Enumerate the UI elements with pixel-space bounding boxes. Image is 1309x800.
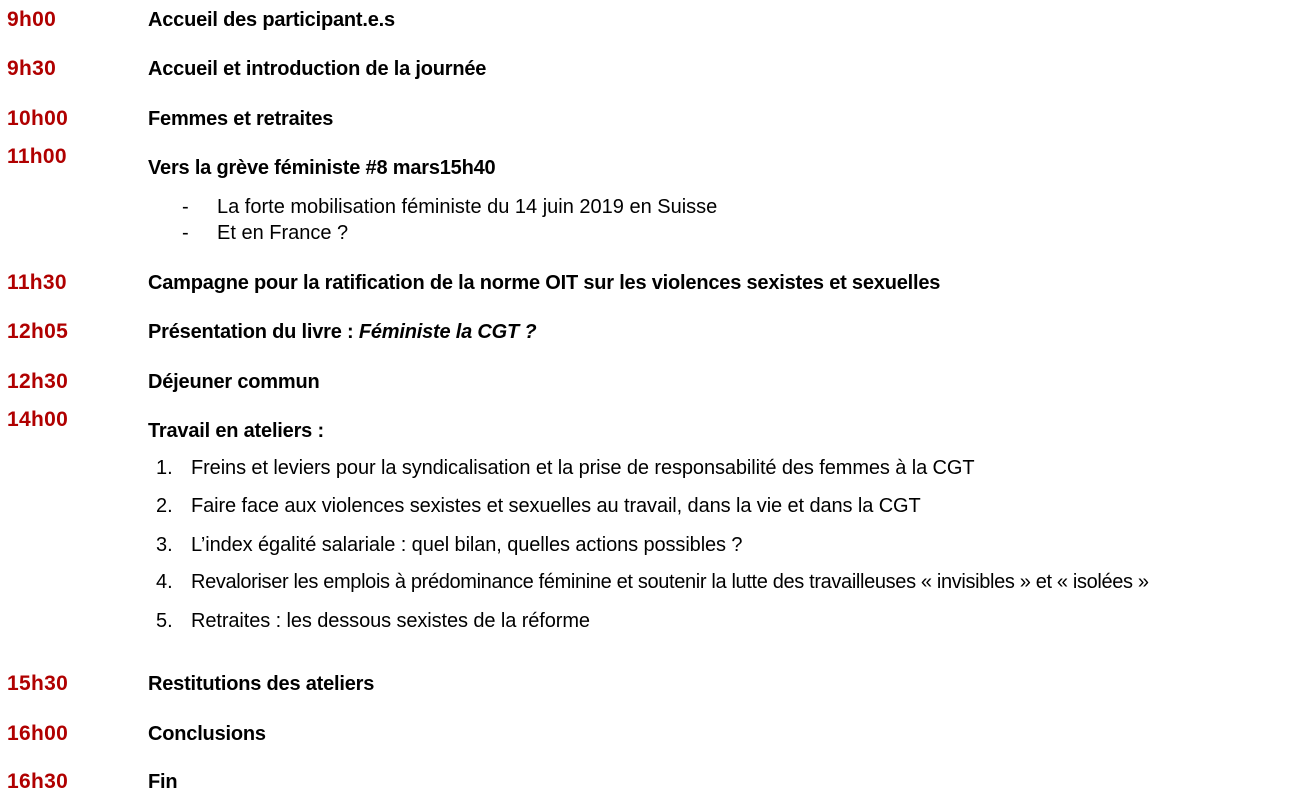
workshop-item: Revaloriser les emplois à prédominance féminine et soutenir la lutte des travailleuses « invisibles » et « isolées » [191, 571, 1149, 593]
schedule-time: 10h00 [7, 107, 69, 130]
schedule-title: Conclusions [148, 723, 266, 745]
schedule-time: 16h00 [7, 722, 69, 745]
schedule-time: 11h30 [7, 271, 67, 294]
schedule-title: Fin [148, 771, 178, 793]
schedule-title: Accueil et introduction de la journée [148, 58, 487, 80]
schedule-time: 9h30 [7, 57, 57, 80]
schedule-title: Travail en ateliers : [148, 420, 324, 442]
bullet-item: Et en France ? [217, 222, 349, 244]
book-title: Féministe la CGT ? [358, 321, 537, 343]
workshop-number: 4. [156, 571, 173, 593]
bullet-marker: - [182, 222, 189, 244]
schedule-title-prefix: Présentation du livre : [148, 321, 359, 343]
schedule-time: 12h05 [7, 320, 69, 343]
bullet-marker: - [182, 196, 189, 218]
schedule-time: 15h30 [7, 672, 69, 695]
workshop-number: 2. [156, 495, 173, 517]
schedule-time: 9h00 [7, 8, 57, 31]
workshop-item: Faire face aux violences sexistes et sexuelles au travail, dans la vie et dans la CGT [191, 495, 921, 517]
schedule-title: Restitutions des ateliers [148, 673, 375, 695]
workshop-item: Freins et leviers pour la syndicalisation et la prise de responsabilité des femmes à la CGT [191, 457, 975, 479]
schedule-title: Accueil des participant.e.s [148, 9, 395, 31]
schedule-title [148, 320, 536, 344]
schedule-time: 16h30 [7, 770, 69, 793]
schedule-time: 14h00 [7, 408, 69, 431]
schedule-time: 12h30 [7, 370, 69, 393]
schedule-title: Déjeuner commun [148, 371, 320, 393]
workshop-item: L’index égalité salariale : quel bilan, quelles actions possibles ? [191, 534, 743, 556]
schedule-title: Femmes et retraites [148, 108, 334, 130]
workshop-number: 5. [156, 610, 173, 632]
schedule-time: 11h00 [7, 145, 67, 168]
workshop-number: 1. [156, 457, 173, 479]
workshop-item: Retraites : les dessous sexistes de la réforme [191, 610, 590, 632]
schedule-title: Vers la grève féministe #8 mars15h40 [148, 157, 496, 179]
schedule-title: Campagne pour la ratification de la norme OIT sur les violences sexistes et sexuelles [148, 272, 941, 294]
bullet-item: La forte mobilisation féministe du 14 juin 2019 en Suisse [217, 196, 718, 218]
workshop-number: 3. [156, 534, 173, 556]
